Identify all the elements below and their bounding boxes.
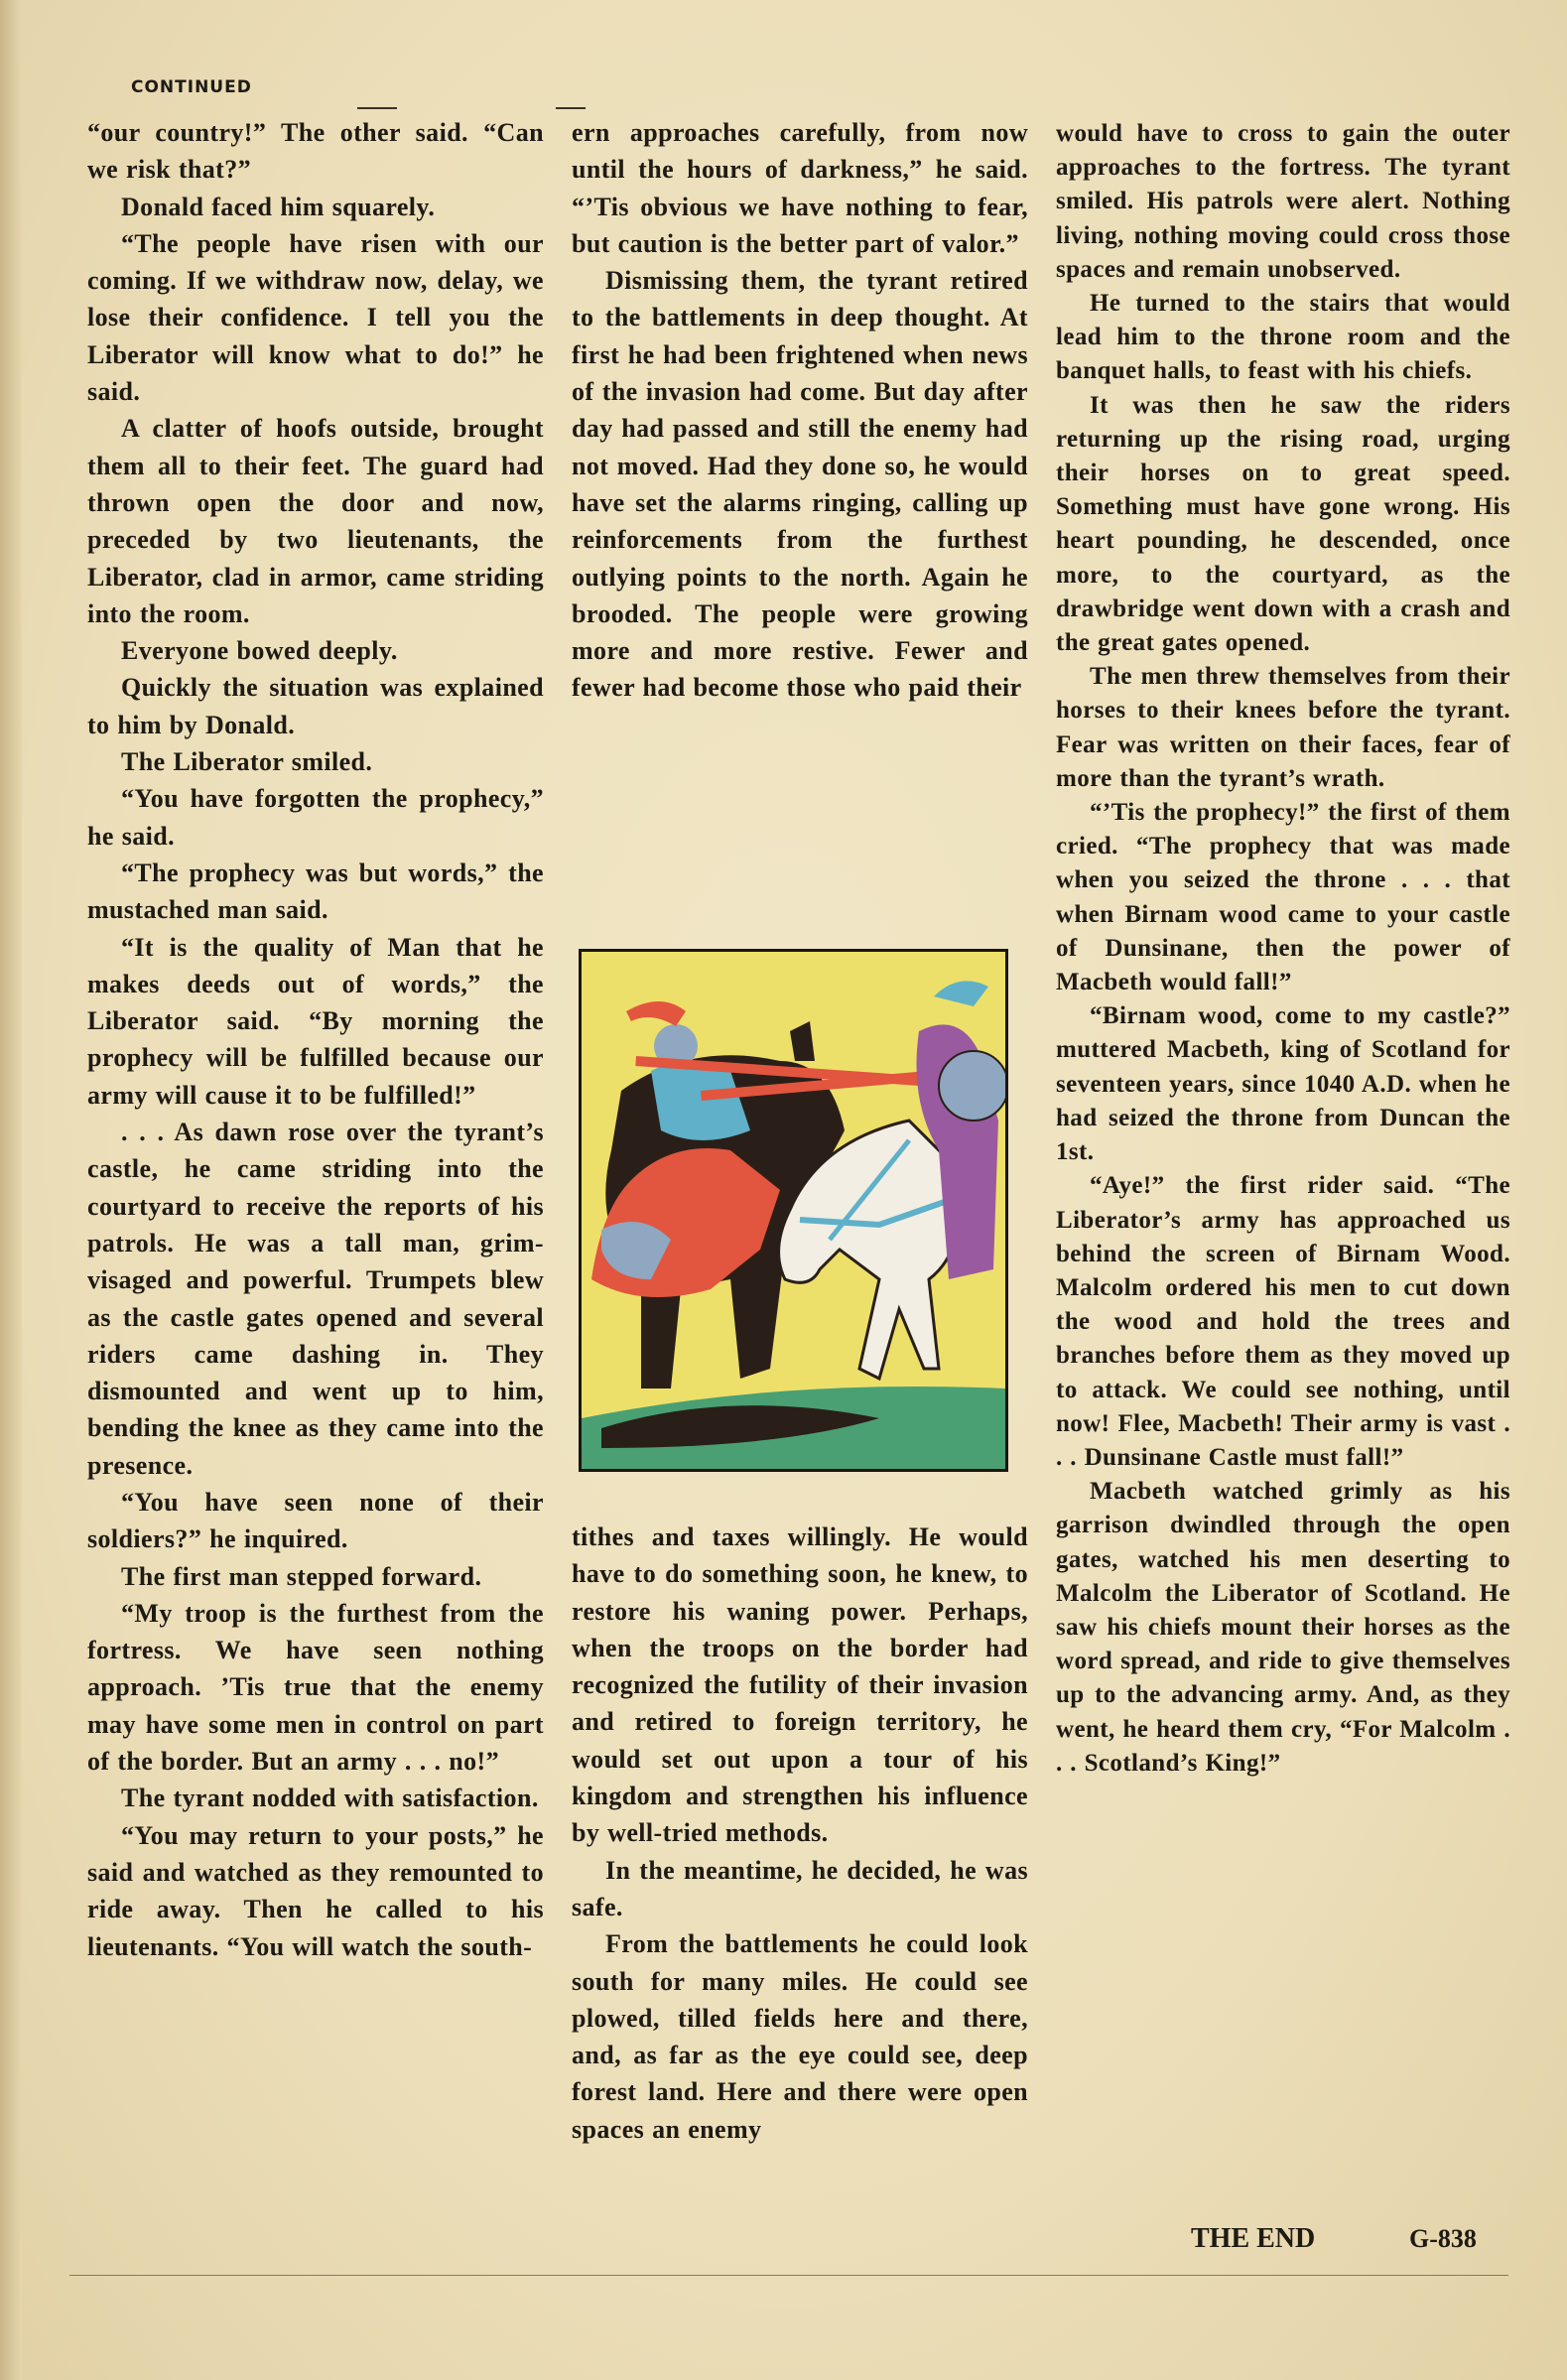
- text-column-3: [1056, 117, 1510, 1781]
- jousting-knights-image: [582, 952, 1005, 1469]
- paragraph: The tyrant nodded with satisfaction.: [121, 1784, 539, 1813]
- paragraph: “Birnam wood, come to my castle?” muttered Macbeth, king of Scotland for seventeen years, since 1040 A.D. when he had seized the throne from Duncan the 1st.: [1056, 1002, 1510, 1166]
- paragraph: “My troop is the furthest from the fortress. We have seen nothing approach. ’Tis true that the enemy may have some men in control on part of the border. But an army . . . no!”: [87, 1598, 544, 1777]
- paragraph: Everyone bowed deeply.: [121, 636, 398, 666]
- paragraph: Quickly the situation was explained to him by Donald.: [87, 673, 544, 739]
- paragraph: “It is the quality of Man that he makes deeds out of words,” the Liberator said. “By morning the prophecy will be fulfilled because our army will cause it to be fulfilled!”: [87, 932, 544, 1110]
- paragraph: Macbeth watched grimly as his garrison dwindled through the open gates, watched his men deserting to Malcolm the Liberator of Scotland. He saw his chiefs mount their horses as the word spread, and ride to give themselves up to the advancing army. And, as they went, he heard them cry, “For Malcolm . . . Scotland’s King!”: [1056, 1478, 1510, 1777]
- paragraph: “You have seen none of their soldiers?” he inquired.: [87, 1487, 544, 1554]
- bottom-rule: [69, 2275, 1508, 2276]
- paragraph: would have to cross to gain the outer approaches to the fortress. The tyrant smiled. His patrols were alert. Nothing living, nothing moving could cross those spaces and remain unobserved.: [1056, 120, 1510, 283]
- paragraph: “The prophecy was but words,” the mustached man said.: [87, 858, 544, 925]
- paragraph: tithes and taxes willingly. He would have to do something soon, he knew, to restore his waning power. Perhaps, when the troops on the border had recognized the futility of their invasion and retired to foreign territory, he would set out upon a tour of his kingdom and strengthen his influence by well-tried methods.: [572, 1522, 1028, 1848]
- paragraph: “our country!” The other said. “Can we risk that?”: [87, 118, 544, 185]
- paragraph: From the battlements he could look south for many miles. He could see plowed, tilled fields here and there, and, as far as the eye could see, deep forest land. Here and there were open spaces an enemy: [572, 1929, 1028, 2144]
- paragraph: A clatter of hoofs outside, brought them all to their feet. The guard had thrown open the door and now, preceded by two lieutenants, the Liberator, clad in armor, came striding into the room.: [87, 414, 544, 628]
- paragraph: “’Tis the prophecy!” the first of them cried. “The prophecy that was made when you seized the throne . . . that when Birnam wood came to your castle of Dunsinane, then the power of Macbeth would fall!”: [1056, 799, 1510, 996]
- paragraph: The men threw themselves from their horses to their knees before the tyrant. Fear was written on their faces, fear of more than the tyrant’s wrath.: [1056, 663, 1510, 792]
- story-code: G-838: [1409, 2224, 1477, 2253]
- paragraph: The first man stepped forward.: [121, 1561, 482, 1591]
- text-column-2-bottom: [572, 1519, 1028, 2148]
- paragraph: “You may return to your posts,” he said and watched as they remounted to ride away. Then he called to his lieutenants. “You will watch the south-: [87, 1820, 544, 1961]
- divider: [357, 107, 397, 109]
- paragraph: “The people have risen with our coming. If we withdraw now, delay, we lose their confidence. I tell you the Liberator will know what to do!” he said.: [87, 228, 544, 407]
- page-edge: [0, 0, 22, 2380]
- divider: [556, 107, 586, 109]
- paragraph: “You have forgotten the prophecy,” he said.: [87, 784, 544, 851]
- text-column-1: [87, 114, 544, 1965]
- paragraph: It was then he saw the riders returning up the rising road, urging their horses on to great speed. Something must have gone wrong. His heart pounding, he descended, once more, to the courtyard, as the drawbridge went down with a crash and the great gates opened.: [1056, 391, 1510, 657]
- comic-panel-joust-illustration: [579, 949, 1008, 1472]
- paragraph: “Aye!” the first rider said. “The Liberator’s army has approached us behind the screen of Birnam Wood. Malcolm ordered his men to cut down the wood and hold the trees and branches before them as they moved up to attack. We could see nothing, until now! Flee, Macbeth! Their army is vast . . . Dunsinane Castle must fall!”: [1056, 1172, 1510, 1471]
- text-column-2-top: [572, 114, 1028, 707]
- paragraph: Donald faced him squarely.: [121, 192, 436, 221]
- paragraph: In the meantime, he decided, he was safe.: [572, 1855, 1028, 1921]
- paragraph: He turned to the stairs that would lead him to the throne room and the banquet halls, to feast with his chiefs.: [1056, 290, 1510, 385]
- the-end-label: THE END: [1191, 2223, 1316, 2254]
- paragraph: The Liberator smiled.: [121, 747, 373, 777]
- paragraph: . . . As dawn rose over the tyrant’s castle, he came striding into the courtyard to receive the reports of his patrols. He was a tall man, grim-visaged and powerful. Trumpets blew as the castle gates opened and several riders came dashing in. They dismounted and went up to him, bending the knee as they came into the presence.: [87, 1118, 544, 1480]
- paragraph: ern approaches carefully, from now until the hours of darkness,” he said. “’Tis obvious we have nothing to fear, but caution is the better part of valor.”: [572, 118, 1028, 258]
- continued-label: CONTINUED: [131, 77, 252, 97]
- paragraph: Dismissing them, the tyrant retired to the battlements in deep thought. At first he had been frightened when news of the invasion had come. But day after day had passed and still the enemy had not moved. Had they done so, he would have set the alarms ringing, calling up reinforcements from the furthest outlying points to the north. Again he brooded. The people were growing more and more restive. Fewer and fewer had become those who paid their: [572, 266, 1028, 703]
